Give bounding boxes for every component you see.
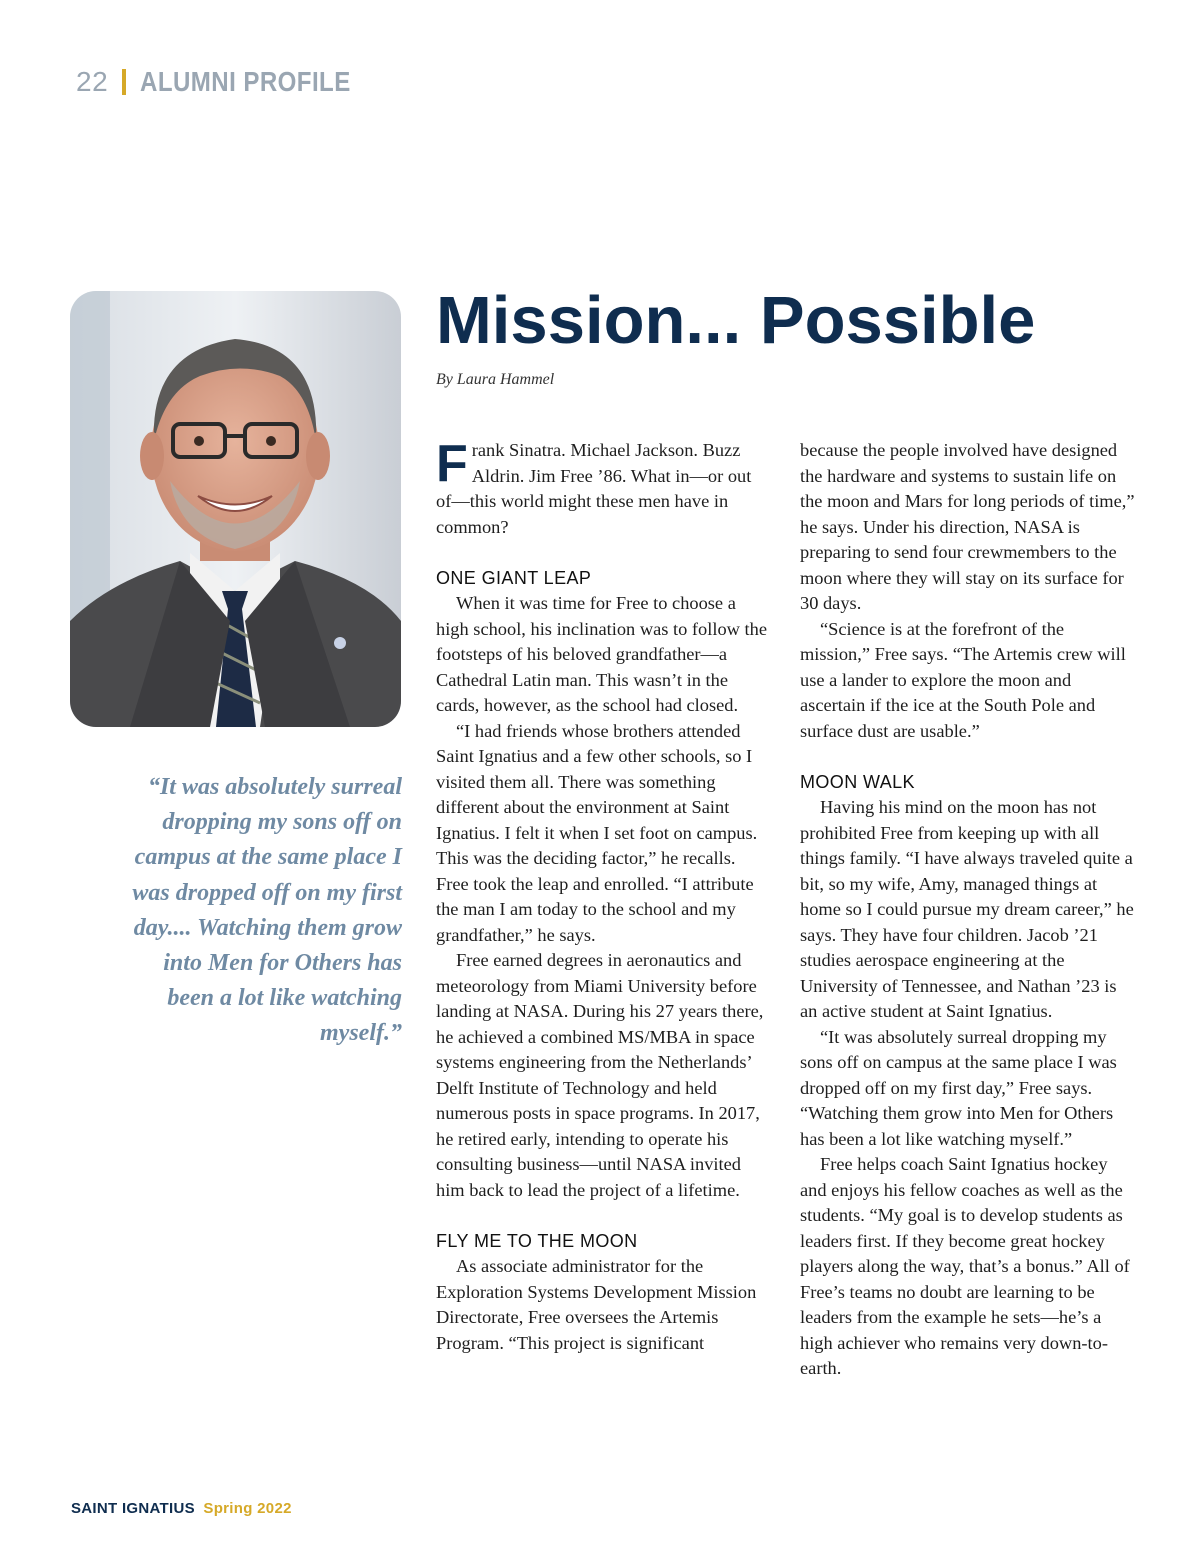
intro-paragraph	[436, 435, 768, 540]
body-paragraph: Having his mind on the moon has not prohibited Free from keeping up with all things family. “I have always traveled quite a bit, so my wife, Amy, managed things at home so I could pursue my dream career,” he says. They have four children. Jacob ’21 studies aerospace engineering at the University of Tennessee, and Nathan ’23 is an active student at Saint Ignatius.	[800, 797, 1134, 1021]
header-divider	[122, 69, 126, 95]
footer-season: Spring 2022	[203, 1500, 292, 1517]
body-paragraph: As associate administrator for the Exploration Systems Development Mission Directorate, Free oversees the Artemis Program. “This project is significant	[436, 1256, 757, 1353]
body-paragraph: “I had friends whose brothers attended Saint Ignatius and a few other schools, so I visited them all. There was something different about the environment at Saint Ignatius. I felt it when I set foot on campus. This was the deciding factor,” he recalls. Free took the leap and enrolled. “I attribute the man I am today to the school and my grandfather,” he says.	[436, 720, 758, 945]
footer-brand: SAINT IGNATIUS	[71, 1500, 195, 1517]
body-paragraph: because the people involved have designed the hardware and systems to sustain life on the moon and Mars for long periods of time,” he says. Under his direction, NASA is preparing to send four crewmembers to the moon where they will stay on its surface for 30 days.	[800, 440, 1135, 613]
body-paragraph: “Science is at the forefront of the mission,” Free says. “The Artemis crew will use a lander to explore the moon and ascertain if the ice at the South Pole and surface dust are usable.”	[800, 618, 1126, 741]
body-paragraph: “It was absolutely surreal dropping my sons off on campus at the same place I was dropped off on my first day,” Free says. “Watching them grow into Men for Others has been a lot like watching myself.”	[800, 1026, 1117, 1149]
section-heading: MOON WALK	[800, 771, 915, 792]
section-heading: FLY ME TO THE MOON	[436, 1230, 638, 1251]
pull-quote: “It was absolutely surreal dropping my sons off on campus at the same place I was dropped off on my first day.... Watching them grow into Men for Others has been a lot like watching myself.”	[132, 774, 402, 1047]
page-number: 22	[76, 66, 109, 97]
section-heading: ONE GIANT LEAP	[436, 567, 592, 588]
article-title: Mission... Possible	[436, 283, 1036, 358]
article-column-1	[436, 435, 768, 1356]
drop-cap: F	[436, 435, 468, 493]
page-footer	[71, 1500, 292, 1517]
body-paragraph: When it was time for Free to choose a high school, his inclination was to follow the footsteps of his beloved grandfather—a Cathedral Latin man. This wasn’t in the cards, however, as the school had closed.	[436, 593, 767, 715]
article-column-2	[800, 438, 1135, 1382]
body-paragraph: Free earned degrees in aeronautics and meteorology from Miami University before landing at NASA. During his 27 years there, he achieved a combined MS/MBA in space systems engineering from the Netherlands’ Delft Institute of Technology and held numerous posts in space programs. In 2017, he retired early, intending to operate his consulting business—until NASA invited him back to lead the project of a lifetime.	[436, 950, 764, 1200]
portrait-photo	[70, 291, 401, 727]
article-byline: By Laura Hammel	[436, 371, 555, 388]
intro-text: rank Sinatra. Michael Jackson. Buzz Aldrin. Jim Free ’86. What in—or out of—this world might these men have in common?	[436, 440, 752, 537]
page-header	[76, 66, 385, 98]
body-paragraph: Free helps coach Saint Ignatius hockey and enjoys his fellow coaches as well as the students. “My goal is to develop students as leaders first. If they become great hockey players along the way, that’s a bonus.” All of Free’s teams no doubt are learning to be leaders from the example he sets—he’s a high achiever who remains very down-to-earth.	[800, 1154, 1130, 1378]
section-label: ALUMNI PROFILE	[140, 66, 351, 97]
